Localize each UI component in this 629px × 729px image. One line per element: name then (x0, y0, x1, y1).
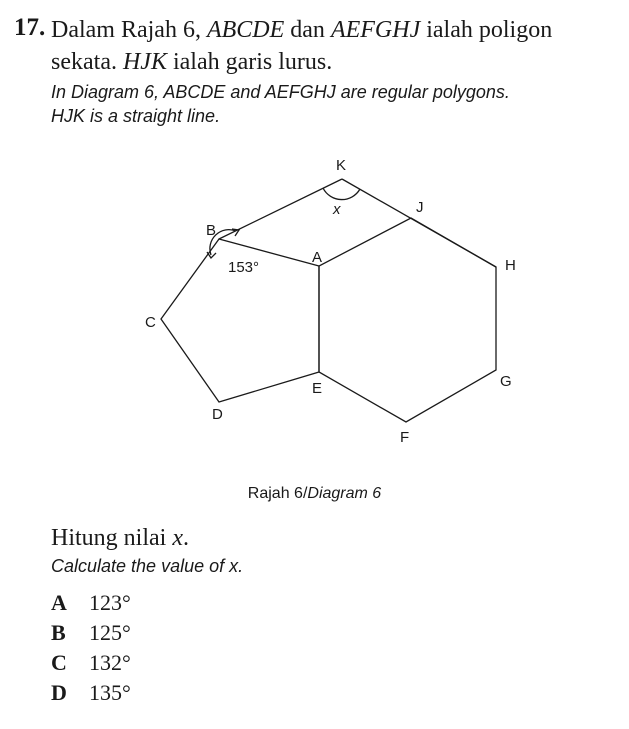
question-malay-part4: ialah garis lurus. (166, 49, 333, 75)
question-english-line1: In Diagram 6, ABCDE and AEFGHJ are regular polygons. (51, 82, 510, 102)
prompt-malay (51, 525, 189, 552)
label-b: B (206, 222, 217, 239)
label-j: J (416, 199, 424, 216)
prompt-english: Calculate the value of x. (51, 556, 244, 576)
option-letter: C (51, 650, 67, 675)
option-letter: A (51, 590, 67, 615)
prompt-malay-end: . (182, 525, 189, 551)
hexagon-aefghj (319, 218, 496, 422)
option-value: 135° (89, 680, 131, 705)
label-f: F (400, 429, 410, 446)
question-english-line2: HJK is a straight line. (51, 106, 221, 126)
caption-english: Diagram 6 (307, 485, 382, 502)
caption-malay: Rajah 6/ (247, 485, 308, 502)
option-value: 132° (89, 650, 131, 675)
prompt-malay-var: x (172, 525, 183, 551)
diagram-caption (0, 485, 629, 503)
polygon-abcde-name: ABCDE (206, 17, 285, 43)
label-153: 153° (228, 259, 260, 276)
label-h: H (505, 257, 516, 274)
polygon-aefghj-name: AEFGHJ (330, 17, 421, 43)
label-x: x (333, 201, 341, 218)
geometry-diagram (0, 140, 629, 470)
option-value: 123° (89, 590, 131, 615)
option-b[interactable] (51, 620, 131, 646)
question-malay-part1: Dalam Rajah 6, (51, 17, 207, 43)
question-text-english (51, 80, 617, 128)
angle-arc-x (323, 188, 360, 200)
option-c[interactable] (51, 650, 131, 676)
question-malay-part2: dan (284, 17, 331, 43)
label-d: D (212, 406, 223, 423)
label-e: E (312, 380, 323, 397)
line-hjk (342, 179, 496, 267)
label-c: C (145, 314, 156, 331)
line-hjk-name: HJK (122, 49, 167, 75)
option-letter: D (51, 680, 67, 705)
label-k: K (336, 157, 347, 174)
angle-arrow-head-bottom (207, 252, 216, 258)
option-value: 125° (89, 620, 131, 645)
question-number: 17. (14, 14, 46, 41)
question-text-malay (51, 14, 617, 78)
question-malay-part3: ialah poligon sekata. (51, 17, 553, 75)
prompt-malay-text: Hitung nilai (51, 525, 173, 551)
label-a: A (312, 249, 323, 266)
label-g: G (500, 373, 512, 390)
option-letter: B (51, 620, 66, 645)
option-a[interactable] (51, 590, 131, 616)
option-d[interactable] (51, 680, 131, 706)
